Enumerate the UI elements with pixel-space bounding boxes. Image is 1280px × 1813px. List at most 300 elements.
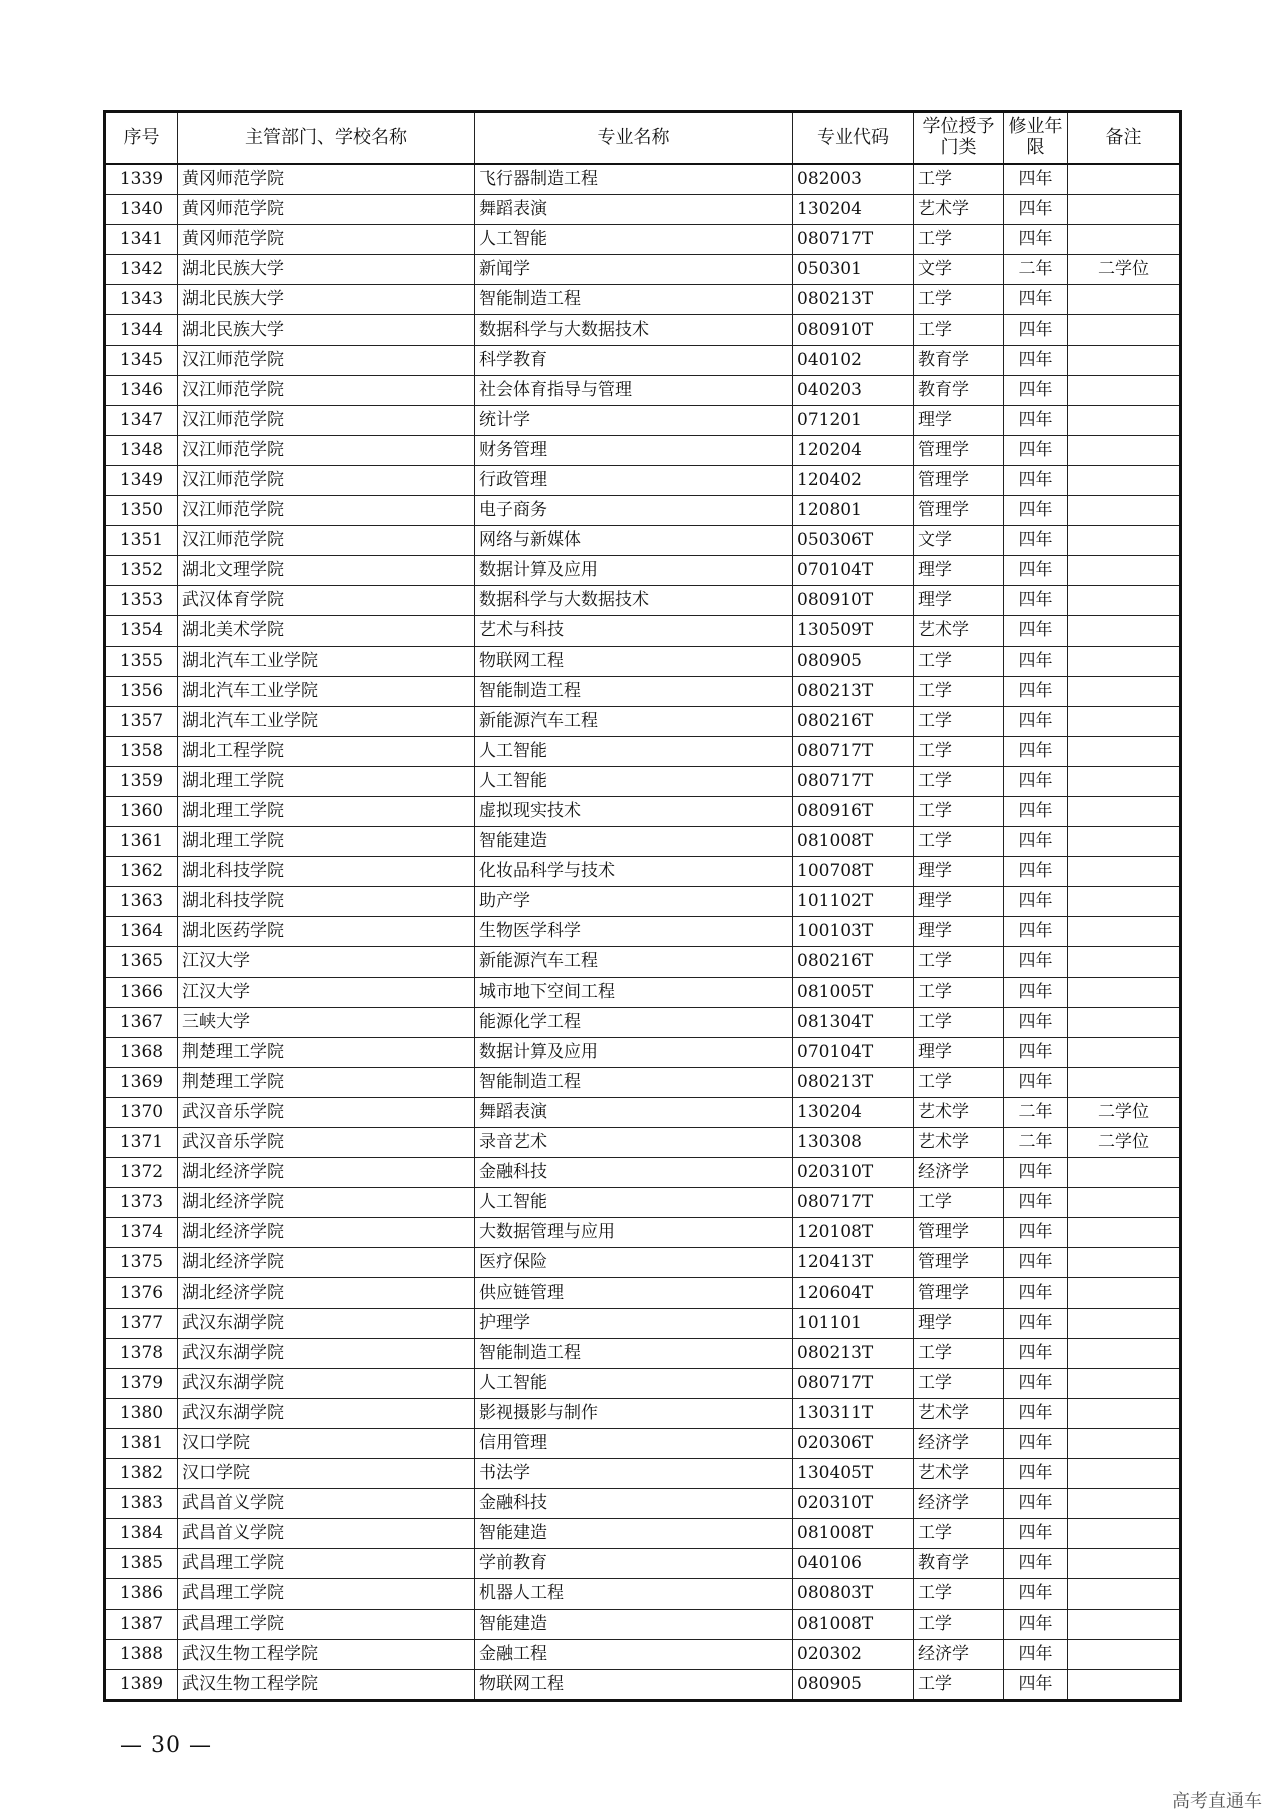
- cell-degree: 艺术学: [914, 1097, 1004, 1127]
- cell-code: 020306T: [793, 1428, 914, 1458]
- cell-degree: 文学: [914, 255, 1004, 285]
- cell-note: [1068, 646, 1181, 676]
- cell-code: 080905: [793, 646, 914, 676]
- cell-school: 汉江师范学院: [178, 345, 475, 375]
- cell-years: 二年: [1004, 1097, 1068, 1127]
- cell-major: 智能建造: [475, 1519, 793, 1549]
- cell-code: 081304T: [793, 1007, 914, 1037]
- cell-degree: 管理学: [914, 1218, 1004, 1248]
- table-row: [105, 285, 1181, 315]
- cell-note: [1068, 345, 1181, 375]
- cell-code: 130204: [793, 1097, 914, 1127]
- cell-note: [1068, 1158, 1181, 1188]
- cell-years: 四年: [1004, 1338, 1068, 1368]
- cell-years: 四年: [1004, 225, 1068, 255]
- cell-years: 四年: [1004, 1368, 1068, 1398]
- cell-code: 080216T: [793, 947, 914, 977]
- cell-years: 四年: [1004, 586, 1068, 616]
- header-note: 备注: [1068, 112, 1181, 165]
- table-row: [105, 1248, 1181, 1278]
- cell-no: 1341: [105, 225, 178, 255]
- cell-years: 四年: [1004, 164, 1068, 195]
- cell-school: 湖北民族大学: [178, 285, 475, 315]
- table-row: [105, 1037, 1181, 1067]
- cell-degree: 文学: [914, 526, 1004, 556]
- cell-no: 1351: [105, 526, 178, 556]
- cell-degree: 工学: [914, 285, 1004, 315]
- cell-no: 1353: [105, 586, 178, 616]
- cell-code: 081005T: [793, 977, 914, 1007]
- cell-note: [1068, 375, 1181, 405]
- cell-no: 1363: [105, 887, 178, 917]
- cell-degree: 工学: [914, 977, 1004, 1007]
- cell-note: [1068, 164, 1181, 195]
- table-row: [105, 1218, 1181, 1248]
- cell-major: 人工智能: [475, 1368, 793, 1398]
- cell-major: 新闻学: [475, 255, 793, 285]
- cell-note: [1068, 1218, 1181, 1248]
- cell-major: 行政管理: [475, 465, 793, 495]
- cell-code: 080717T: [793, 736, 914, 766]
- header-no: 序号: [105, 112, 178, 165]
- cell-years: 四年: [1004, 1067, 1068, 1097]
- cell-school: 湖北经济学院: [178, 1248, 475, 1278]
- cell-no: 1350: [105, 496, 178, 526]
- cell-school: 湖北科技学院: [178, 887, 475, 917]
- cell-major: 舞蹈表演: [475, 195, 793, 225]
- cell-code: 080213T: [793, 285, 914, 315]
- cell-school: 江汉大学: [178, 947, 475, 977]
- cell-degree: 工学: [914, 1579, 1004, 1609]
- cell-note: [1068, 1519, 1181, 1549]
- cell-major: 智能建造: [475, 827, 793, 857]
- cell-years: 四年: [1004, 766, 1068, 796]
- cell-note: [1068, 496, 1181, 526]
- cell-degree: 艺术学: [914, 1459, 1004, 1489]
- cell-degree: 经济学: [914, 1639, 1004, 1669]
- table-row: [105, 1609, 1181, 1639]
- cell-code: 120604T: [793, 1278, 914, 1308]
- cell-major: 财务管理: [475, 435, 793, 465]
- cell-note: [1068, 887, 1181, 917]
- cell-school: 湖北民族大学: [178, 315, 475, 345]
- cell-years: 四年: [1004, 676, 1068, 706]
- cell-no: 1365: [105, 947, 178, 977]
- cell-no: 1346: [105, 375, 178, 405]
- cell-degree: 工学: [914, 1188, 1004, 1218]
- cell-degree: 工学: [914, 1669, 1004, 1700]
- cell-major: 网络与新媒体: [475, 526, 793, 556]
- cell-code: 050301: [793, 255, 914, 285]
- cell-code: 020302: [793, 1639, 914, 1669]
- cell-note: [1068, 736, 1181, 766]
- cell-years: 四年: [1004, 1398, 1068, 1428]
- cell-no: 1385: [105, 1549, 178, 1579]
- cell-major: 信用管理: [475, 1428, 793, 1458]
- cell-major: 人工智能: [475, 1188, 793, 1218]
- cell-years: 四年: [1004, 1639, 1068, 1669]
- cell-school: 江汉大学: [178, 977, 475, 1007]
- table-row: [105, 887, 1181, 917]
- cell-years: 四年: [1004, 1308, 1068, 1338]
- cell-years: 二年: [1004, 255, 1068, 285]
- cell-no: 1383: [105, 1489, 178, 1519]
- cell-degree: 工学: [914, 947, 1004, 977]
- cell-code: 130204: [793, 195, 914, 225]
- table-row: [105, 164, 1181, 195]
- cell-major: 数据计算及应用: [475, 1037, 793, 1067]
- cell-years: 四年: [1004, 1158, 1068, 1188]
- cell-code: 080717T: [793, 1368, 914, 1398]
- cell-degree: 艺术学: [914, 1128, 1004, 1158]
- cell-no: 1378: [105, 1338, 178, 1368]
- cell-school: 武汉体育学院: [178, 586, 475, 616]
- cell-years: 四年: [1004, 465, 1068, 495]
- cell-note: [1068, 586, 1181, 616]
- table-row: [105, 1188, 1181, 1218]
- cell-note: [1068, 405, 1181, 435]
- table-row: [105, 1398, 1181, 1428]
- cell-major: 物联网工程: [475, 1669, 793, 1700]
- table-row: [105, 375, 1181, 405]
- cell-school: 武昌理工学院: [178, 1609, 475, 1639]
- cell-code: 080717T: [793, 766, 914, 796]
- cell-years: 四年: [1004, 375, 1068, 405]
- cell-school: 湖北理工学院: [178, 766, 475, 796]
- cell-no: 1387: [105, 1609, 178, 1639]
- cell-school: 武昌首义学院: [178, 1519, 475, 1549]
- cell-no: 1352: [105, 556, 178, 586]
- cell-degree: 管理学: [914, 465, 1004, 495]
- cell-major: 智能制造工程: [475, 1338, 793, 1368]
- cell-major: 金融科技: [475, 1158, 793, 1188]
- cell-degree: 工学: [914, 1338, 1004, 1368]
- cell-years: 四年: [1004, 1188, 1068, 1218]
- cell-years: 四年: [1004, 345, 1068, 375]
- cell-years: 四年: [1004, 195, 1068, 225]
- cell-major: 机器人工程: [475, 1579, 793, 1609]
- cell-years: 四年: [1004, 1037, 1068, 1067]
- cell-degree: 教育学: [914, 375, 1004, 405]
- cell-major: 物联网工程: [475, 646, 793, 676]
- cell-no: 1384: [105, 1519, 178, 1549]
- cell-major: 人工智能: [475, 225, 793, 255]
- table-row: [105, 1549, 1181, 1579]
- cell-note: [1068, 1067, 1181, 1097]
- cell-no: 1380: [105, 1398, 178, 1428]
- table-row: [105, 255, 1181, 285]
- cell-degree: 理学: [914, 1308, 1004, 1338]
- cell-major: 数据计算及应用: [475, 556, 793, 586]
- cell-no: 1362: [105, 857, 178, 887]
- cell-major: 大数据管理与应用: [475, 1218, 793, 1248]
- table-row: [105, 796, 1181, 826]
- cell-note: [1068, 1338, 1181, 1368]
- cell-code: 080216T: [793, 706, 914, 736]
- cell-years: 四年: [1004, 405, 1068, 435]
- cell-no: 1374: [105, 1218, 178, 1248]
- cell-degree: 工学: [914, 827, 1004, 857]
- cell-major: 影视摄影与制作: [475, 1398, 793, 1428]
- table-row: [105, 977, 1181, 1007]
- cell-school: 三峡大学: [178, 1007, 475, 1037]
- header-degree: 学位授予门类: [914, 112, 1004, 165]
- cell-years: 四年: [1004, 887, 1068, 917]
- cell-code: 101102T: [793, 887, 914, 917]
- cell-note: [1068, 1308, 1181, 1338]
- cell-note: [1068, 857, 1181, 887]
- cell-school: 武汉东湖学院: [178, 1308, 475, 1338]
- table-row: [105, 676, 1181, 706]
- cell-note: [1068, 676, 1181, 706]
- cell-note: [1068, 556, 1181, 586]
- cell-major: 数据科学与大数据技术: [475, 315, 793, 345]
- table-row: [105, 526, 1181, 556]
- table-row: [105, 1097, 1181, 1127]
- table-row: [105, 315, 1181, 345]
- cell-code: 080916T: [793, 796, 914, 826]
- cell-code: 120413T: [793, 1248, 914, 1278]
- page-number: — 30 —: [120, 1733, 212, 1758]
- cell-no: 1372: [105, 1158, 178, 1188]
- cell-note: [1068, 1549, 1181, 1579]
- cell-code: 100103T: [793, 917, 914, 947]
- table-row: [105, 1669, 1181, 1700]
- cell-years: 四年: [1004, 1579, 1068, 1609]
- cell-no: 1367: [105, 1007, 178, 1037]
- cell-school: 汉江师范学院: [178, 405, 475, 435]
- cell-degree: 工学: [914, 1067, 1004, 1097]
- cell-major: 书法学: [475, 1459, 793, 1489]
- table-row: [105, 496, 1181, 526]
- cell-years: 二年: [1004, 1128, 1068, 1158]
- cell-no: 1381: [105, 1428, 178, 1458]
- cell-no: 1379: [105, 1368, 178, 1398]
- cell-school: 湖北经济学院: [178, 1218, 475, 1248]
- cell-degree: 工学: [914, 736, 1004, 766]
- table-row: [105, 646, 1181, 676]
- cell-no: 1349: [105, 465, 178, 495]
- cell-code: 080717T: [793, 1188, 914, 1218]
- header-code: 专业代码: [793, 112, 914, 165]
- cell-school: 汉江师范学院: [178, 496, 475, 526]
- table-row: [105, 947, 1181, 977]
- cell-school: 武汉东湖学院: [178, 1368, 475, 1398]
- cell-degree: 工学: [914, 796, 1004, 826]
- cell-years: 四年: [1004, 857, 1068, 887]
- cell-degree: 艺术学: [914, 195, 1004, 225]
- cell-degree: 理学: [914, 556, 1004, 586]
- cell-no: 1354: [105, 616, 178, 646]
- table-row: [105, 1007, 1181, 1037]
- cell-no: 1342: [105, 255, 178, 285]
- cell-note: [1068, 435, 1181, 465]
- cell-major: 社会体育指导与管理: [475, 375, 793, 405]
- cell-no: 1370: [105, 1097, 178, 1127]
- cell-years: 四年: [1004, 706, 1068, 736]
- cell-code: 120402: [793, 465, 914, 495]
- cell-school: 汉口学院: [178, 1428, 475, 1458]
- cell-school: 武汉音乐学院: [178, 1097, 475, 1127]
- cell-code: 080213T: [793, 1067, 914, 1097]
- cell-degree: 艺术学: [914, 1398, 1004, 1428]
- cell-school: 湖北民族大学: [178, 255, 475, 285]
- cell-school: 汉口学院: [178, 1459, 475, 1489]
- cell-degree: 理学: [914, 405, 1004, 435]
- cell-degree: 经济学: [914, 1428, 1004, 1458]
- cell-degree: 工学: [914, 1519, 1004, 1549]
- header-major: 专业名称: [475, 112, 793, 165]
- cell-note: [1068, 706, 1181, 736]
- cell-years: 四年: [1004, 435, 1068, 465]
- cell-code: 130311T: [793, 1398, 914, 1428]
- cell-school: 武汉生物工程学院: [178, 1639, 475, 1669]
- cell-note: [1068, 1428, 1181, 1458]
- cell-code: 080803T: [793, 1579, 914, 1609]
- cell-degree: 教育学: [914, 1549, 1004, 1579]
- cell-no: 1347: [105, 405, 178, 435]
- table-row: [105, 736, 1181, 766]
- cell-degree: 工学: [914, 315, 1004, 345]
- cell-no: 1377: [105, 1308, 178, 1338]
- cell-degree: 工学: [914, 646, 1004, 676]
- cell-major: 智能建造: [475, 1609, 793, 1639]
- cell-years: 四年: [1004, 646, 1068, 676]
- cell-no: 1376: [105, 1278, 178, 1308]
- cell-degree: 理学: [914, 917, 1004, 947]
- cell-years: 四年: [1004, 1489, 1068, 1519]
- cell-major: 金融科技: [475, 1489, 793, 1519]
- watermark-text: 高考直通车: [1172, 1791, 1262, 1812]
- cell-code: 082003: [793, 164, 914, 195]
- cell-code: 040102: [793, 345, 914, 375]
- cell-school: 汉江师范学院: [178, 375, 475, 405]
- cell-school: 湖北理工学院: [178, 827, 475, 857]
- cell-no: 1357: [105, 706, 178, 736]
- cell-years: 四年: [1004, 1007, 1068, 1037]
- cell-code: 080213T: [793, 676, 914, 706]
- table-row: [105, 405, 1181, 435]
- cell-years: 四年: [1004, 616, 1068, 646]
- cell-major: 城市地下空间工程: [475, 977, 793, 1007]
- cell-code: 020310T: [793, 1489, 914, 1519]
- cell-no: 1344: [105, 315, 178, 345]
- cell-school: 武汉东湖学院: [178, 1338, 475, 1368]
- cell-years: 四年: [1004, 1549, 1068, 1579]
- cell-no: 1382: [105, 1459, 178, 1489]
- cell-degree: 管理学: [914, 1248, 1004, 1278]
- table-row: [105, 435, 1181, 465]
- cell-no: 1366: [105, 977, 178, 1007]
- cell-school: 黄冈师范学院: [178, 164, 475, 195]
- cell-note: [1068, 1639, 1181, 1669]
- cell-major: 能源化学工程: [475, 1007, 793, 1037]
- cell-major: 化妆品科学与技术: [475, 857, 793, 887]
- cell-code: 020310T: [793, 1158, 914, 1188]
- cell-school: 湖北医药学院: [178, 917, 475, 947]
- cell-note: 二学位: [1068, 255, 1181, 285]
- table-row: [105, 465, 1181, 495]
- table-row: [105, 1278, 1181, 1308]
- cell-years: 四年: [1004, 947, 1068, 977]
- cell-note: 二学位: [1068, 1128, 1181, 1158]
- cell-school: 武昌理工学院: [178, 1579, 475, 1609]
- cell-code: 040203: [793, 375, 914, 405]
- cell-major: 智能制造工程: [475, 285, 793, 315]
- cell-note: [1068, 1037, 1181, 1067]
- cell-years: 四年: [1004, 1248, 1068, 1278]
- cell-code: 130308: [793, 1128, 914, 1158]
- cell-years: 四年: [1004, 496, 1068, 526]
- table-row: [105, 766, 1181, 796]
- cell-note: [1068, 796, 1181, 826]
- cell-code: 080717T: [793, 225, 914, 255]
- table-row: [105, 1459, 1181, 1489]
- cell-school: 汉江师范学院: [178, 526, 475, 556]
- cell-school: 湖北文理学院: [178, 556, 475, 586]
- cell-no: 1339: [105, 164, 178, 195]
- cell-major: 录音艺术: [475, 1128, 793, 1158]
- cell-degree: 工学: [914, 676, 1004, 706]
- cell-note: [1068, 1368, 1181, 1398]
- cell-years: 四年: [1004, 736, 1068, 766]
- cell-no: 1369: [105, 1067, 178, 1097]
- cell-school: 黄冈师范学院: [178, 195, 475, 225]
- cell-years: 四年: [1004, 526, 1068, 556]
- cell-degree: 理学: [914, 887, 1004, 917]
- table-row: [105, 706, 1181, 736]
- cell-years: 四年: [1004, 917, 1068, 947]
- cell-major: 人工智能: [475, 766, 793, 796]
- cell-no: 1386: [105, 1579, 178, 1609]
- cell-note: [1068, 315, 1181, 345]
- cell-code: 130405T: [793, 1459, 914, 1489]
- cell-years: 四年: [1004, 315, 1068, 345]
- cell-school: 湖北汽车工业学院: [178, 706, 475, 736]
- cell-degree: 经济学: [914, 1158, 1004, 1188]
- cell-major: 金融工程: [475, 1639, 793, 1669]
- table-row: [105, 857, 1181, 887]
- cell-code: 120801: [793, 496, 914, 526]
- cell-no: 1340: [105, 195, 178, 225]
- cell-code: 130509T: [793, 616, 914, 646]
- cell-note: 二学位: [1068, 1097, 1181, 1127]
- cell-note: [1068, 1459, 1181, 1489]
- cell-years: 四年: [1004, 1278, 1068, 1308]
- cell-no: 1368: [105, 1037, 178, 1067]
- cell-years: 四年: [1004, 1609, 1068, 1639]
- cell-school: 荆楚理工学院: [178, 1067, 475, 1097]
- cell-note: [1068, 1669, 1181, 1700]
- table-body: [105, 164, 1181, 1700]
- cell-school: 武昌理工学院: [178, 1549, 475, 1579]
- cell-years: 四年: [1004, 1669, 1068, 1700]
- cell-no: 1388: [105, 1639, 178, 1669]
- cell-school: 湖北科技学院: [178, 857, 475, 887]
- cell-major: 舞蹈表演: [475, 1097, 793, 1127]
- cell-major: 统计学: [475, 405, 793, 435]
- cell-code: 050306T: [793, 526, 914, 556]
- majors-table: [103, 110, 1182, 1702]
- cell-degree: 管理学: [914, 435, 1004, 465]
- cell-note: [1068, 766, 1181, 796]
- cell-years: 四年: [1004, 285, 1068, 315]
- cell-code: 070104T: [793, 556, 914, 586]
- cell-note: [1068, 285, 1181, 315]
- table-row: [105, 345, 1181, 375]
- header-years: 修业年限: [1004, 112, 1068, 165]
- cell-no: 1359: [105, 766, 178, 796]
